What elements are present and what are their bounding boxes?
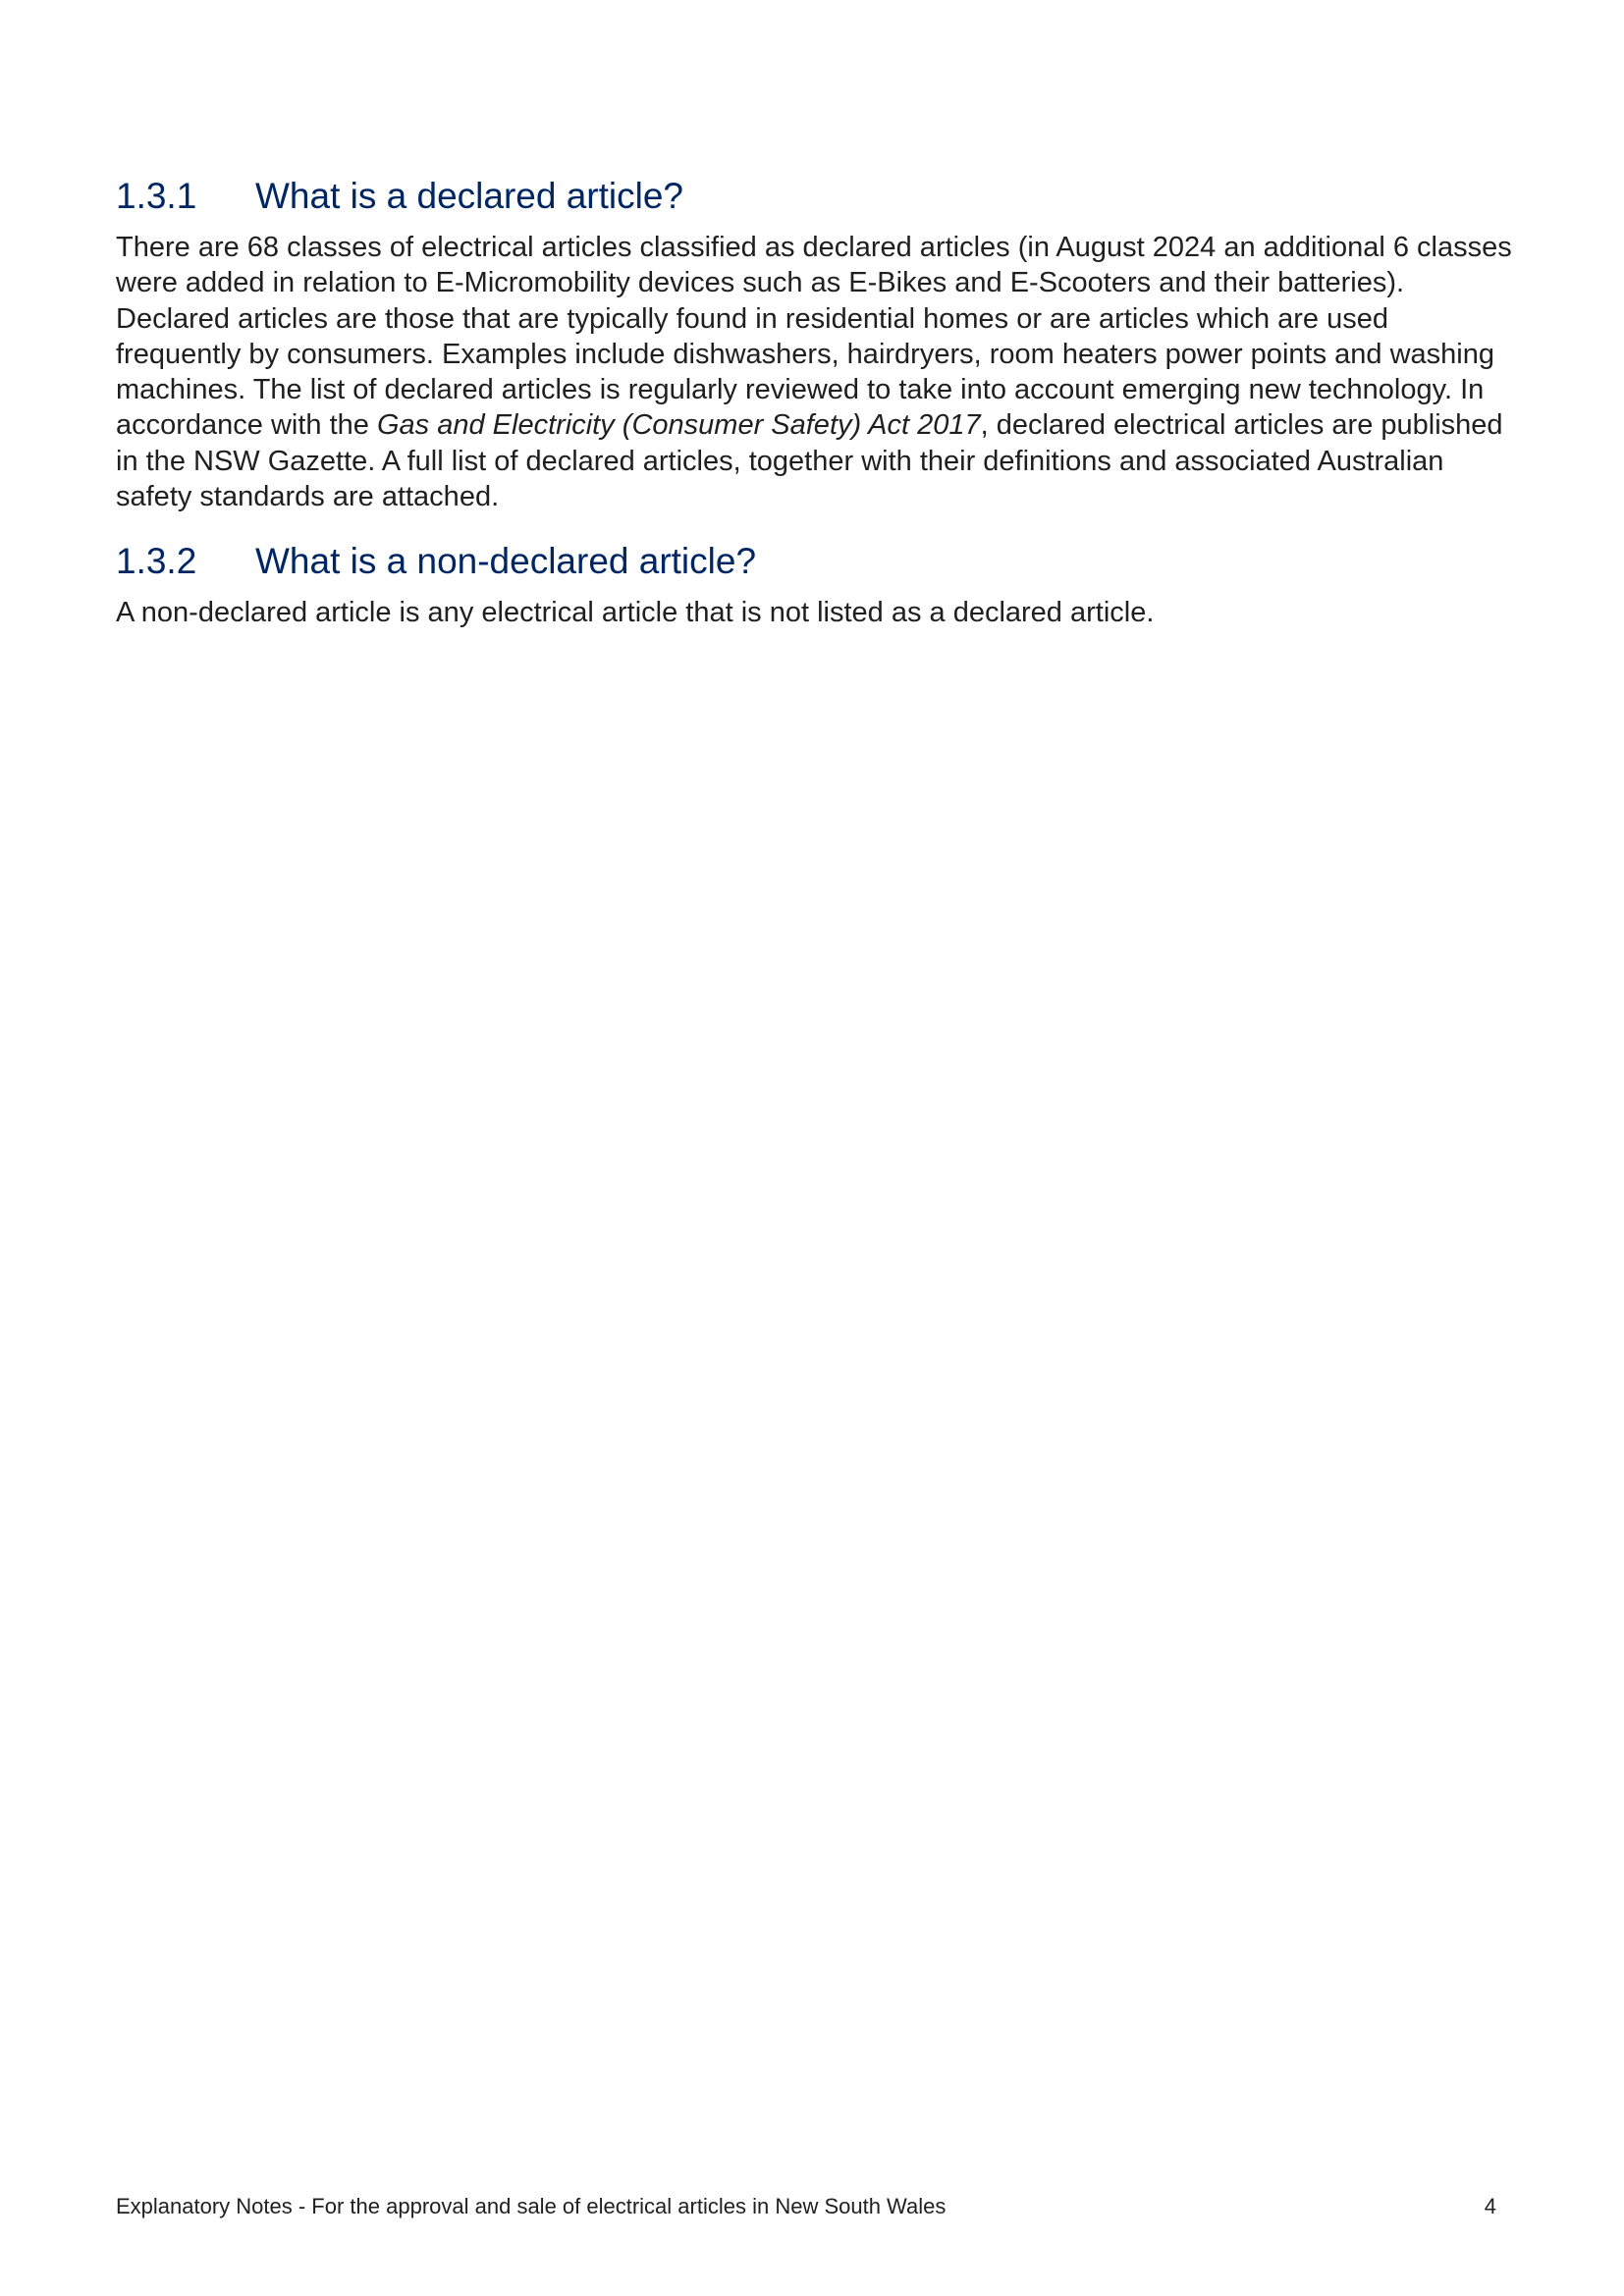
section-non-declared-article bbox=[116, 538, 1520, 630]
section-title: What is a non-declared article? bbox=[255, 541, 757, 582]
page-content bbox=[116, 173, 1520, 631]
paragraph-text: There are 68 classes of electrical articles classified as declared articles (in August 2024 an additional 6 classes were added in relation to E-Micromobility devices such as E-Bikes and E-Scooters and their batteries). Declared articles are those that are typically found in residential homes or are articles which are used frequently by consumers. Examples include dishwashers, hairdryers, room heaters power points and washing machines. The list of declared articles is regularly reviewed to take into account emerging new technology. In accordance with the bbox=[116, 232, 1512, 442]
section-heading bbox=[116, 173, 1520, 220]
section-heading bbox=[116, 538, 1520, 585]
section-paragraph: A non-declared article is any electrical article that is not listed as a declared article. bbox=[116, 597, 1155, 629]
paragraph-text: , declared electrical articles are published in the NSW Gazette. A full list of declared articles, together with their definitions and associated Australian safety standards are attached. bbox=[116, 409, 1503, 513]
footer-text: Explanatory Notes - For the approval and sale of electrical articles in New South Wales bbox=[116, 2194, 947, 2218]
section-title: What is a declared article? bbox=[255, 176, 683, 216]
section-number: 1.3.1 bbox=[116, 176, 197, 216]
section-paragraph bbox=[116, 230, 1520, 514]
section-declared-article bbox=[116, 173, 1520, 514]
section-number: 1.3.2 bbox=[116, 541, 197, 582]
act-title: Gas and Electricity (Consumer Safety) Act 2017 bbox=[376, 409, 981, 442]
page-number: 4 bbox=[1484, 2194, 1496, 2218]
page-footer bbox=[116, 2193, 1508, 2220]
